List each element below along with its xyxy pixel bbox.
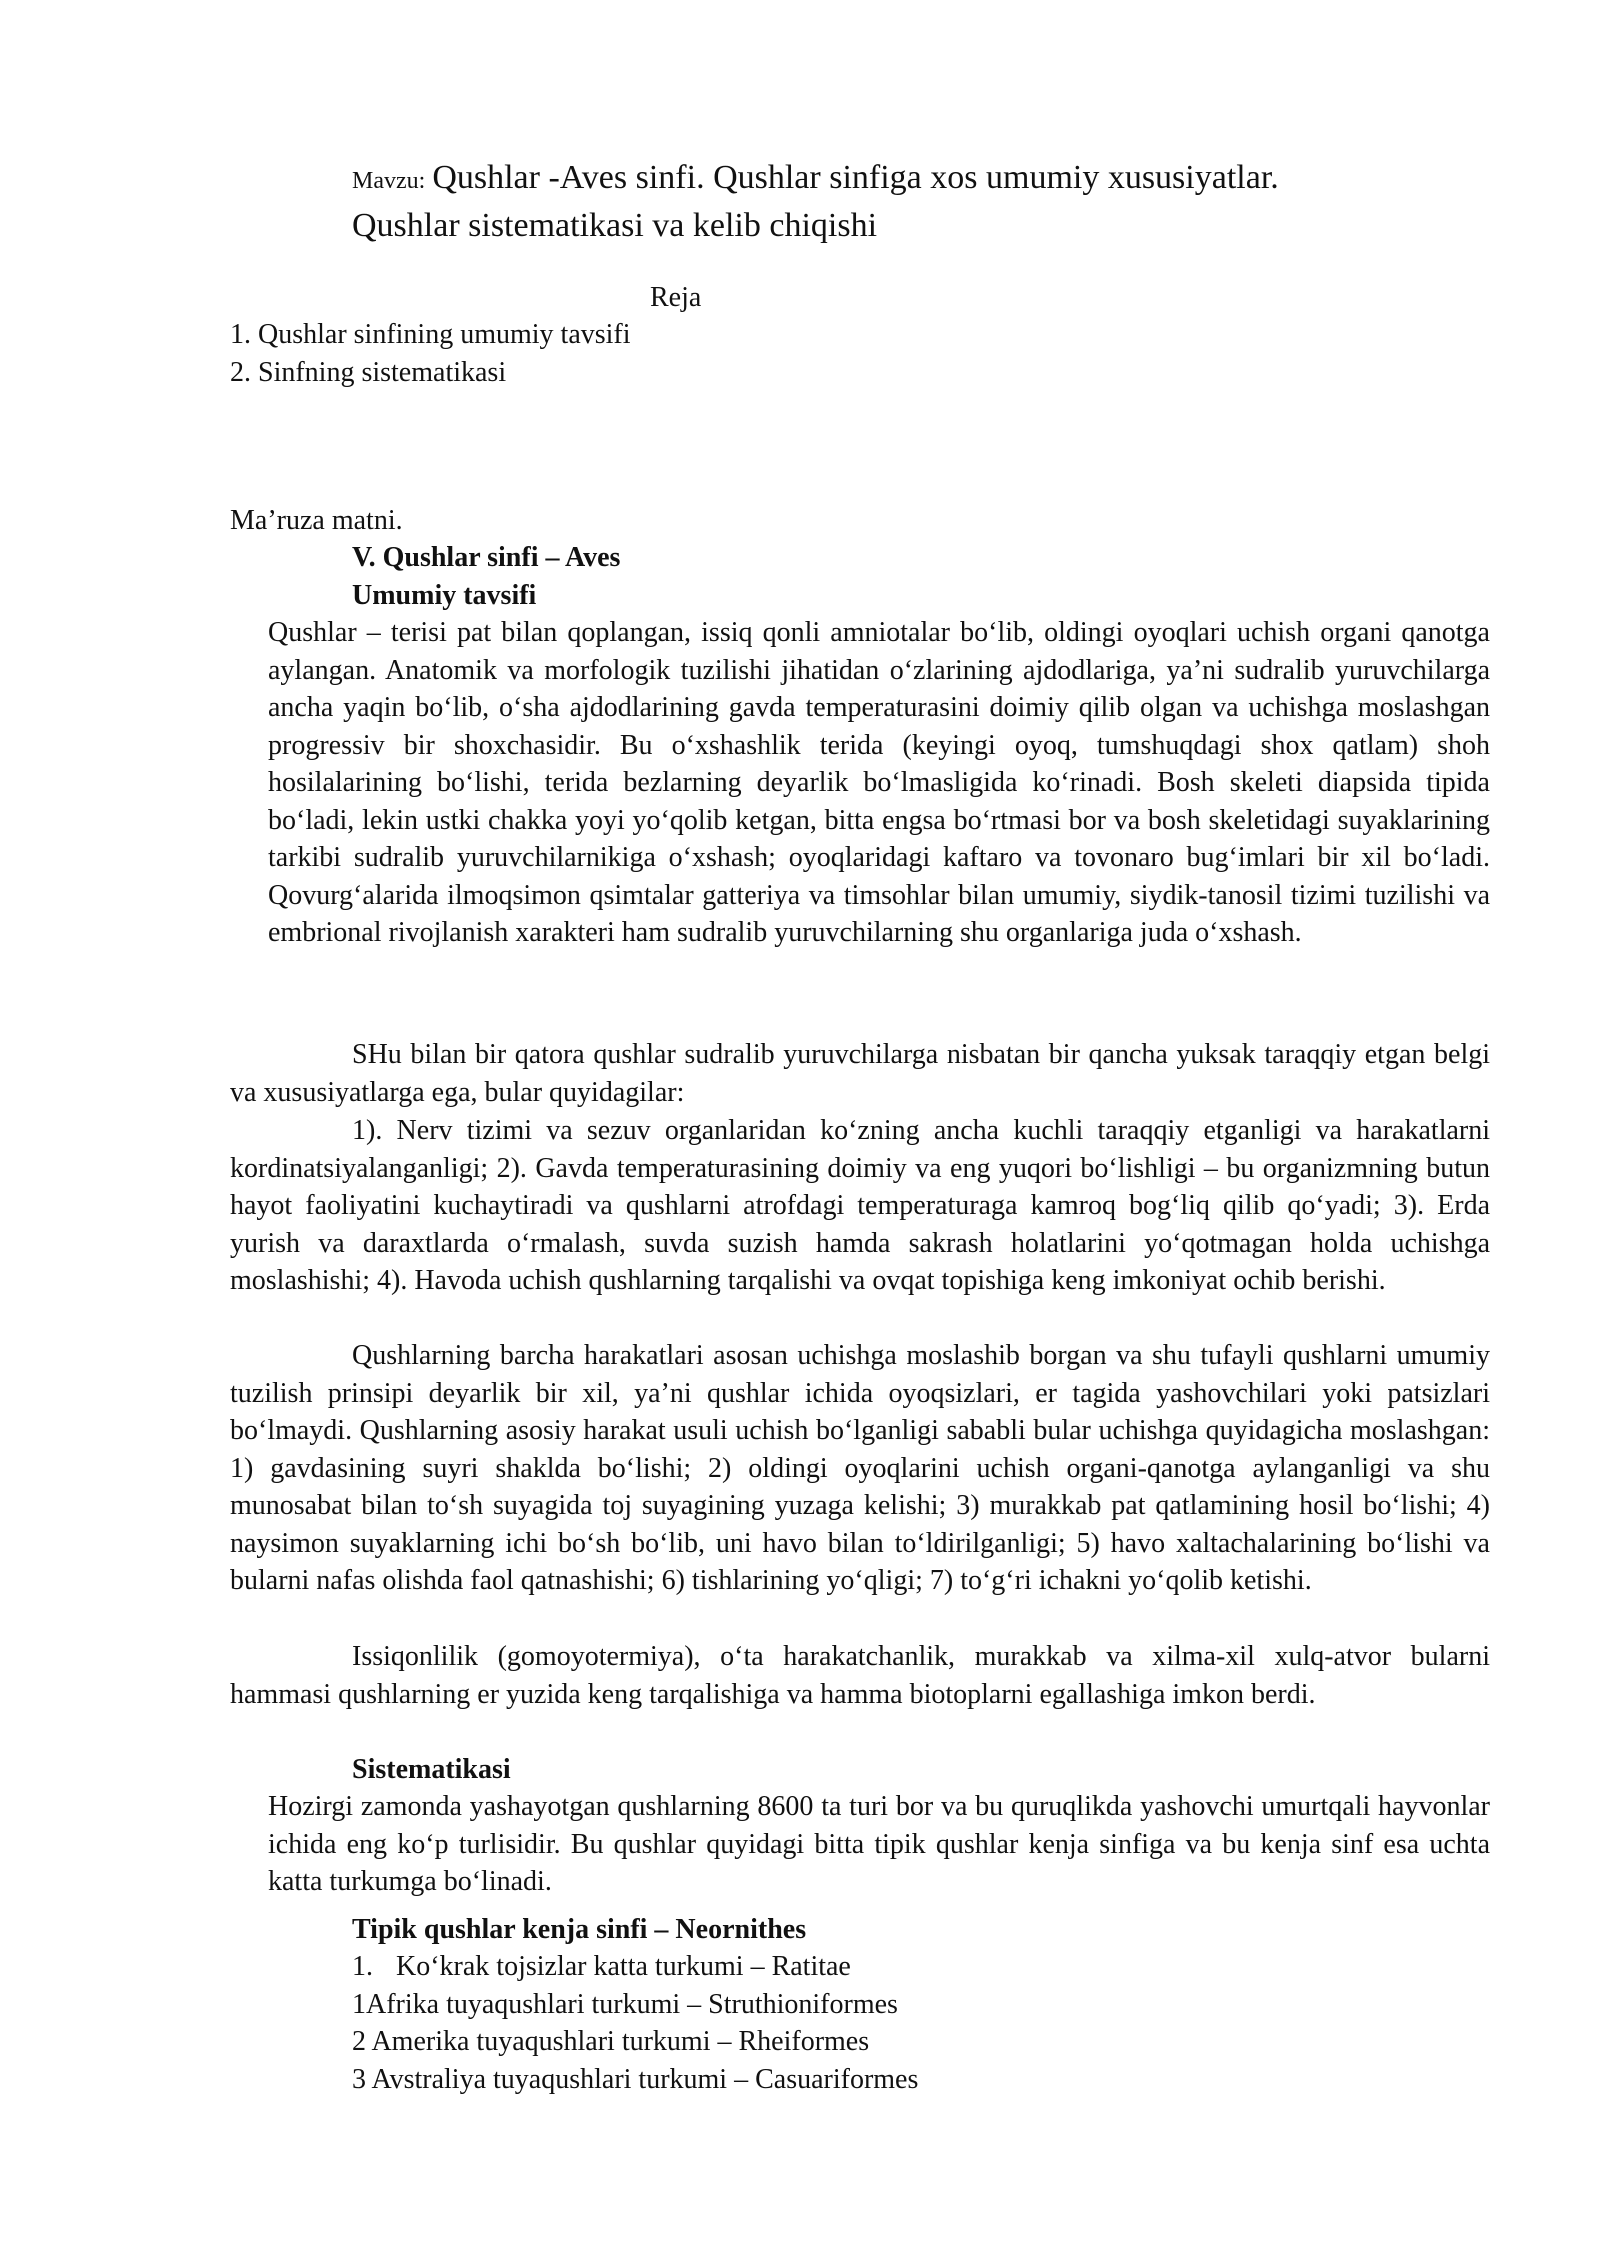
- plan-item: 2. Sinfning sistematikasi: [230, 356, 507, 388]
- plan-heading: Reja: [650, 282, 702, 313]
- paragraph-homeothermy: Issiqonlilik (gomoyotermiya), o‘ta harakatchanlik, murakkab va xilma-xil xulq-atvor bularni hammasi qushlarning er yuzida keng tarqalishiga va hamma biotoplarni egallashiga imkon berdi.: [230, 1641, 1490, 1710]
- list-item-text: Ko‘krak tojsizlar katta turkumi – Ratitae: [396, 1951, 851, 1982]
- list-item: 3 Avstraliya tuyaqushlari turkumi – Casuariformes: [352, 2063, 919, 2095]
- topic-title-line2: Qushlar sistematikasi va kelib chiqishi: [352, 207, 878, 244]
- paragraph-advanced-traits-intro: SHu bilan bir qatora qushlar sudralib yuruvchilarga nisbatan bir qancha yuksak taraqqiy etgan belgi va xususiyatlarga ega, bular quyidagilar:: [230, 1039, 1490, 1108]
- systematics-heading: Sistematikasi: [352, 1754, 511, 1785]
- list-item: 2 Amerika tuyaqushlari turkumi – Rheiformes: [352, 2026, 870, 2057]
- list-item: [352, 1948, 918, 1986]
- paragraph-flight-adaptations: Qushlarning barcha harakatlari asosan uchishga moslashib borgan va shu tufayli qushlarni umumiy tuzilish prinsipi deyarlik bir xil, ya’ni qushlar ichida oyoqsizlari, er tagida yashovchilari yoki patsizlari bo‘lmaydi. Qushlarning asosiy harakat usuli uchish bo‘lganligi sababli bular uchishga quyidagicha moslashgan: 1) gavdasining suyri shaklda bo‘lishi; 2) oldingi oyoqlarini uchish organi-qanotga aylanganligi va shu munosabat bilan to‘sh suyagida toj suyagining yuzaga kelishi; 3) murakkab pat qatlamining hosil bo‘lishi; 4) naysimon suyaklarning ichi bo‘sh bo‘lib, uni havo bilan to‘ldirilganligi; 5) havo xaltachalarining bo‘lishi va bularni nafas olishda faol qatnashishi; 6) tishlarining yo‘qligi; 7) to‘g‘ri ichakni yo‘qolib ketishi.: [230, 1340, 1490, 1596]
- taxonomy-list: [352, 1948, 918, 2098]
- topic-title-line1: Qushlar -Aves sinfi. Qushlar sinfiga xos umumiy xususiyatlar.: [432, 159, 1279, 196]
- section-heading: V. Qushlar sinfi – Aves: [352, 542, 621, 573]
- topic-title: [352, 154, 1490, 250]
- paragraph-advanced-traits-list: 1). Nerv tizimi va sezuv organlaridan ko‘zning ancha kuchli taraqqiy etganligi va harakatlarni kordinatsiyalanganligi; 2). Gavda temperaturasining doimiy va eng yuqori bo‘lishligi – bu organizmning butun hayot faoliyatini kuchaytiradi va qushlarni atrofdagi temperaturaga kamroq bog‘liq qilib qo‘yadi; 3). Erda yurish va daraxtlarda o‘rmalash, suvda suzish hamda sakrash holatlarini yo‘qotmagan holda uchishga moslashishi; 4). Havoda uchish qushlarning tarqalishi va ovqat topishiga keng imkoniyat ochib berishi.: [230, 1115, 1490, 1296]
- paragraph-systematics: Hozirgi zamonda yashayotgan qushlarning 8600 ta turi bor va bu quruqlikda yashovchi umurtqali hayvonlar ichida eng ko‘p turlisidir. Bu qushlar quyidagi bitta tipik qushlar kenja sinfiga va bu kenja sinf esa uchta katta turkumga bo‘linadi.: [268, 1791, 1490, 1897]
- lecture-label: Ma’ruza matni.: [230, 505, 403, 536]
- list-item: 1Afrika tuyaqushlari turkumi – Struthioniformes: [352, 1988, 898, 2020]
- subclass-heading: Tipik qushlar kenja sinfi – Neornithes: [352, 1914, 807, 1945]
- topic-lead: Mavzu:: [352, 168, 426, 194]
- list-item-number: 1.: [352, 1951, 373, 1982]
- section-subheading: Umumiy tavsifi: [352, 580, 537, 611]
- plan-list: [230, 316, 631, 391]
- paragraph-general-description: Qushlar – terisi pat bilan qoplangan, issiq qonli amniotalar bo‘lib, oldingi oyoqlari uchish organi qanotga aylangan. Anatomik va morfologik tuzilishi jihatidan o‘zlarining ajdodlariga, ya’ni sudralib yuruvchilarga ancha yaqin bo‘lib, o‘sha ajdodlarining gavda temperaturasini doimiy qilib olgan va uchishga moslashgan progressiv bir shoxchasidir. Bu o‘xshashlik terida (keyingi oyoq, tumshuqdagi shox qatlam) shoh hosilalarining bo‘lishi, terida bezlarning deyarlik bo‘lmasligida ko‘rinadi. Bosh skeleti diapsida tipida bo‘ladi, lekin ustki chakka yoyi yo‘qolib ketgan, bitta engsa bo‘rtmasi bor va bosh skeletidagi suyaklarining tarkibi sudralib yuruvchilarnikiga o‘xshash; oyoqlaridagi kaftaro va tovonaro bug‘imlari bir xil bo‘ladi. Qovurg‘alarida ilmoqsimon qsimtalar gatteriya va timsohlar bilan umumiy, siydik-tanosil tizimi tuzilishi va embrional rivojlanish xarakteri ham sudralib yuruvchilarning shu organlariga juda o‘xshash.: [268, 617, 1490, 948]
- plan-item: 1. Qushlar sinfining umumiy tavsifi: [230, 319, 631, 350]
